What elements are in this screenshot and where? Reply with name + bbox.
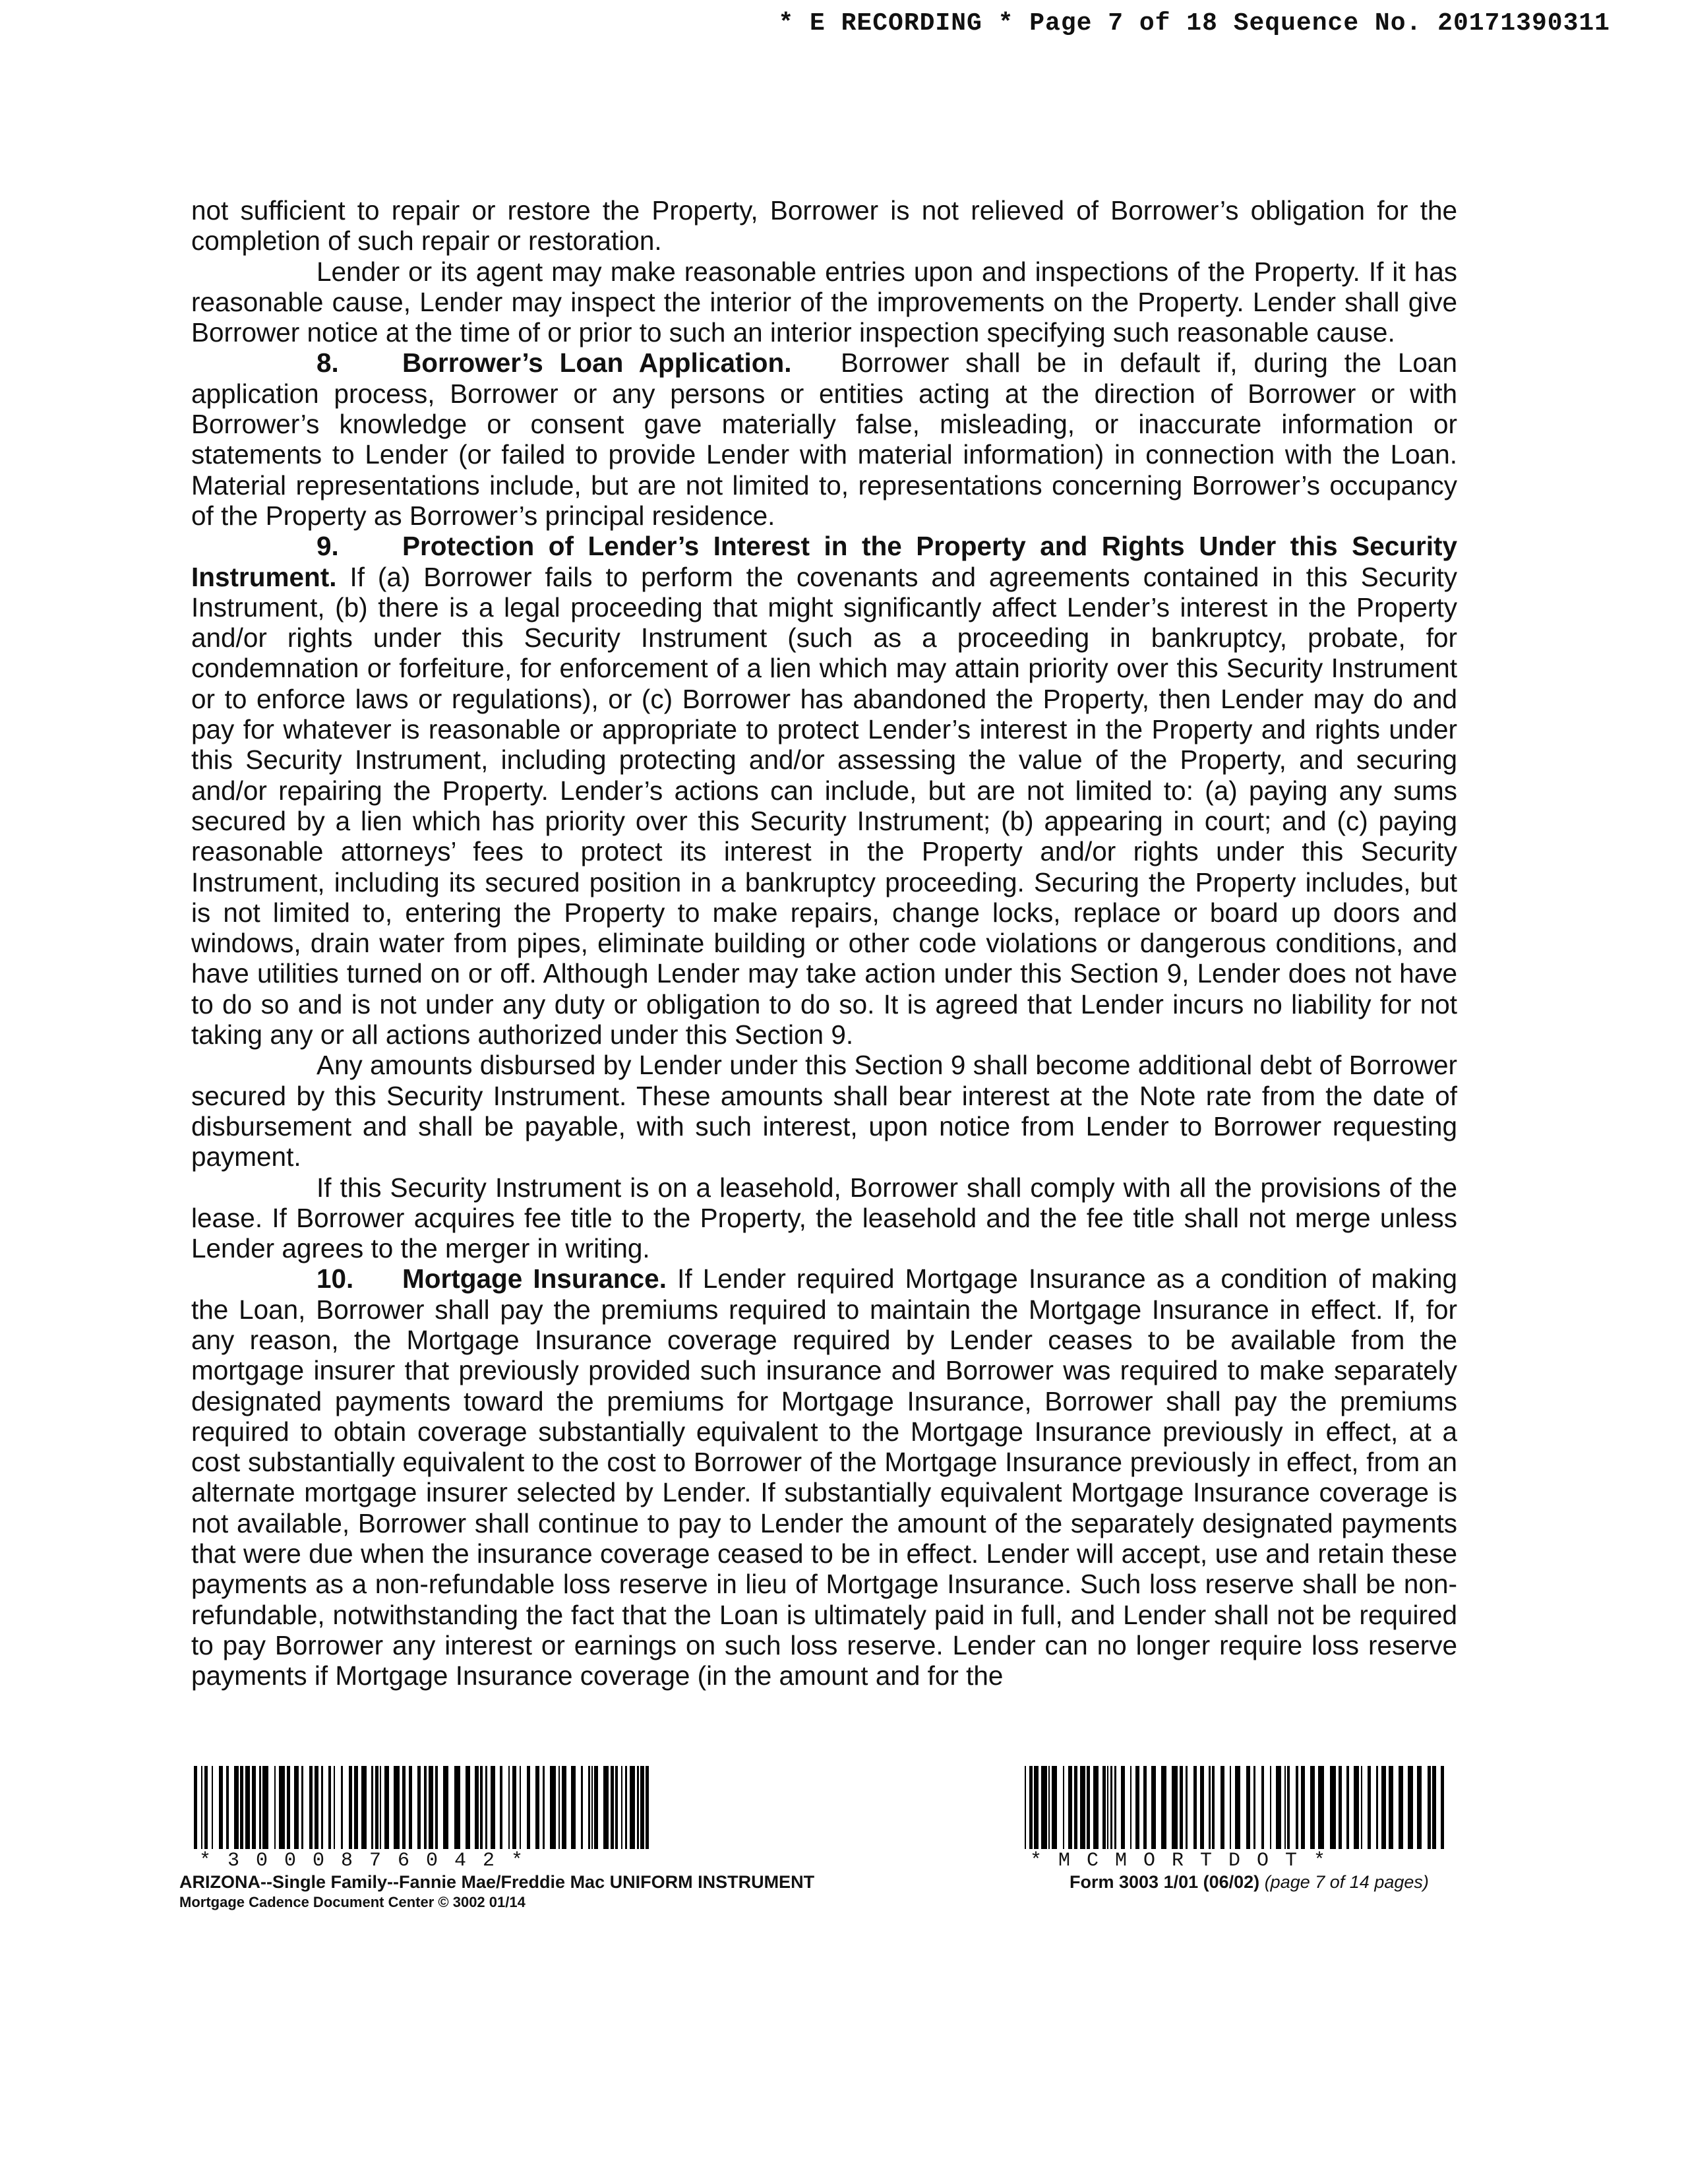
paragraph-leasehold: If this Security Instrument is on a leasehold, Borrower shall comply with all the provisions of the lease. If Borrower acquires fee title to the Property, the leasehold and the fee title shall not merge unless Lender agrees to the merger in writing.	[191, 1172, 1457, 1264]
footer-right	[1015, 1766, 1477, 1893]
right-barcode	[1025, 1766, 1447, 1849]
section-text: If Lender required Mortgage Insurance as a condition of making the Loan, Borrower shall pay the premiums required to maintain the Mortgage Insurance in effect. If, for any reason, the Mortgage Insurance coverage required by Lender ceases to be available from the mortgage insurer that previously provided such insurance and Borrower was required to make separately designated payments toward the premiums for Mortgage Insurance, Borrower shall pay the premiums required to obtain coverage substantially equivalent to the Mortgage Insurance previously in effect, at a cost substantially equivalent to the cost to Borrower of the Mortgage Insurance previously in effect, from an alternate mortgage insurer selected by Lender. If substantially equivalent Mortgage Insurance coverage is not available, Borrower shall continue to pay to Lender the amount of the separately designated payments that were due when the insurance coverage ceased to be in effect. Lender will accept, use and retain these payments as a non-refundable loss reserve in lieu of Mortgage Insurance. Such loss reserve shall be non-refundable, notwithstanding the fact that the Loan is ultimately paid in full, and Lender shall not be required to pay Borrower any interest or earnings on such loss reserve. Lender can no longer require loss reserve payments if Mortgage Insurance coverage (in the amount and for the	[191, 1263, 1457, 1691]
section-title: Borrower’s Loan Application.	[402, 348, 792, 379]
left-barcode	[194, 1766, 649, 1849]
paragraph-continuation: not sufficient to repair or restore the Property, Borrower is not relieved of Borrower’s obligation for the completion of such repair or restoration.	[191, 195, 1457, 257]
section-9	[191, 531, 1457, 1050]
section-8	[191, 348, 1457, 531]
form-number: Form 3003 1/01 (06/02)	[1070, 1872, 1260, 1892]
section-number: 10.	[316, 1263, 354, 1294]
section-text: Borrower shall be in default if, during the Loan application process, Borrower or any persons or entities acting at the direction of Borrower or with Borrower’s knowledge or consent gave materially false, misleading, or inaccurate information or statements to Lender (or failed to provide Lender with material information) in connection with the Loan. Material representations include, but are not limited to, representations concerning Borrower’s occupancy of the Property as Borrower’s principal residence.	[191, 348, 1457, 531]
footer-left	[179, 1766, 905, 1912]
document-center: Mortgage Cadence Document Center © 3002 01/14	[179, 1894, 526, 1910]
section-title: Protection of Lender’s Interest in the Property and Rights Under this Security Instrument.	[191, 531, 1457, 592]
section-number: 8.	[316, 348, 339, 379]
form-number-line	[1070, 1871, 1477, 1893]
recording-header: * E RECORDING * Page 7 of 18 Sequence No. 20171390311	[778, 9, 1610, 38]
section-10	[191, 1263, 1457, 1691]
form-title: ARIZONA--Single Family--Fannie Mae/Freddie Mac UNIFORM INSTRUMENT	[179, 1872, 815, 1892]
paragraph-amounts: Any amounts disbursed by Lender under this Section 9 shall become additional debt of Borrower secured by this Security Instrument. These amounts shall bear interest at the Note rate from the date of disbursement and shall be payable, with such interest, upon notice from Lender to Borrower requesting payment.	[191, 1050, 1457, 1172]
paragraph-inspection: Lender or its agent may make reasonable entries upon and inspections of the Property. If it has reasonable cause, Lender may inspect the interior of the improvements on the Property. Lender shall give Borrower notice at the time of or prior to such an interior inspection specifying such reasonable cause.	[191, 256, 1457, 348]
right-barcode-text: *MCMORTDOT*	[1030, 1850, 1342, 1872]
section-number: 9.	[316, 531, 339, 562]
section-text: If (a) Borrower fails to perform the covenants and agreements contained in this Security Instrument, (b) there is a legal proceeding that might significantly affect Lender’s interest in the Property and/or rights under this Security Instrument (such as a proceeding in bankruptcy, probate, for condemnation or forfeiture, for enforcement of a lien which may attain priority over this Security Instrument or to enforce laws or regulations), or (c) Borrower has abandoned the Property, then Lender may do and pay for whatever is reasonable or appropriate to protect Lender’s interest in the Property and rights under this Security Instrument, including protecting and/or assessing the value of the Property, and securing and/or repairing the Property. Lender’s actions can include, but are not limited to: (a) paying any sums secured by a lien which has priority over this Security Instrument; (b) appearing in court; and (c) paying reasonable attorneys’ fees to protect its interest in the Property and/or rights under this Security Instrument, including its secured position in a bankruptcy proceeding. Securing the Property includes, but is not limited to, entering the Property to make repairs, change locks, replace or board up doors and windows, drain water from pipes, eliminate building or other code violations or dangerous conditions, and have utilities turned on or off. Although Lender may take action under this Section 9, Lender does not have to do so and is not under any duty or obligation to do so. It is agreed that Lender incurs no liability for not taking any or all actions authorized under this Section 9.	[191, 561, 1457, 1050]
page-reference: (page 7 of 14 pages)	[1264, 1872, 1429, 1892]
document-body	[191, 195, 1457, 1691]
left-barcode-text: *3000876042*	[199, 1850, 540, 1872]
section-title: Mortgage Insurance.	[402, 1263, 667, 1294]
